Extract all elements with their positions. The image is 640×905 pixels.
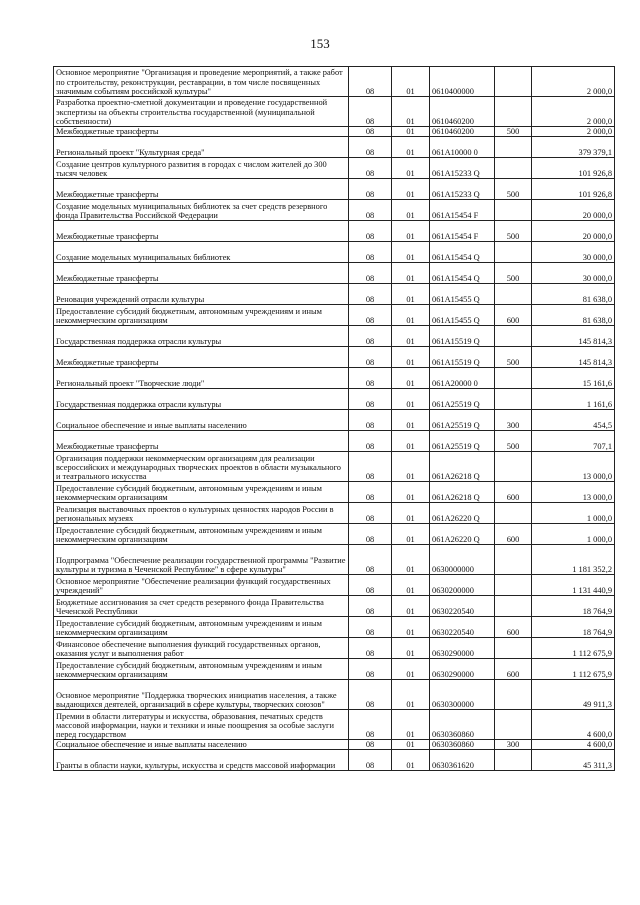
- row-expense-type-cell: [495, 638, 532, 659]
- row-subsection-cell: 01: [392, 545, 430, 575]
- row-name-cell: Организация поддержки некоммерческим организациям для реализации всероссийских и международных творческих проектов в области музыкального и театрального искусства: [54, 452, 349, 482]
- row-section-cell: 08: [349, 221, 392, 242]
- row-target-code-cell: 061A15233 Q: [430, 158, 495, 179]
- row-target-code-cell: 061A15233 Q: [430, 179, 495, 200]
- row-target-code-cell: 061A15454 Q: [430, 242, 495, 263]
- row-section-cell: 08: [349, 740, 392, 750]
- row-subsection-cell: 01: [392, 740, 430, 750]
- table-row: [54, 575, 615, 596]
- row-target-code-cell: 0630000000: [430, 545, 495, 575]
- table-row: [54, 482, 615, 503]
- table-row: [54, 284, 615, 305]
- row-amount-cell: 2 000,0: [532, 67, 615, 97]
- row-expense-type-cell: [495, 710, 532, 740]
- row-subsection-cell: 01: [392, 179, 430, 200]
- row-target-code-cell: 061A15454 Q: [430, 263, 495, 284]
- row-section-cell: 08: [349, 242, 392, 263]
- row-expense-type-cell: [495, 750, 532, 771]
- row-amount-cell: 707,1: [532, 431, 615, 452]
- row-subsection-cell: 01: [392, 326, 430, 347]
- table-row: [54, 659, 615, 680]
- row-expense-type-cell: [495, 575, 532, 596]
- row-amount-cell: 1 000,0: [532, 524, 615, 545]
- row-amount-cell: 1 000,0: [532, 503, 615, 524]
- row-name-cell: Региональный проект "Творческие люди": [54, 368, 349, 389]
- row-section-cell: 08: [349, 179, 392, 200]
- row-expense-type-cell: 600: [495, 659, 532, 680]
- row-target-code-cell: 061A10000 0: [430, 137, 495, 158]
- row-name-cell: Создание модельных муниципальных библиотек за счет средств резервного фонда Правительства Российской Федерации: [54, 200, 349, 221]
- row-expense-type-cell: 500: [495, 221, 532, 242]
- row-target-code-cell: 061A25519 Q: [430, 389, 495, 410]
- row-expense-type-cell: 300: [495, 740, 532, 750]
- row-name-cell: Премии в области литературы и искусства, образования, печатных средств массовой информации, науки и техники и иные поощрения за особые заслуги перед государством: [54, 710, 349, 740]
- table-row: [54, 750, 615, 771]
- row-subsection-cell: 01: [392, 137, 430, 158]
- table-row: [54, 179, 615, 200]
- row-amount-cell: 2 000,0: [532, 97, 615, 127]
- row-target-code-cell: 061A15519 Q: [430, 347, 495, 368]
- row-section-cell: 08: [349, 452, 392, 482]
- row-subsection-cell: 01: [392, 263, 430, 284]
- row-subsection-cell: 01: [392, 452, 430, 482]
- row-section-cell: 08: [349, 524, 392, 545]
- row-section-cell: 08: [349, 389, 392, 410]
- table-row: [54, 638, 615, 659]
- row-section-cell: 08: [349, 263, 392, 284]
- row-subsection-cell: 01: [392, 410, 430, 431]
- row-amount-cell: 1 131 440,9: [532, 575, 615, 596]
- row-amount-cell: 2 000,0: [532, 127, 615, 137]
- row-expense-type-cell: 300: [495, 410, 532, 431]
- table-row: [54, 221, 615, 242]
- row-section-cell: 08: [349, 284, 392, 305]
- row-section-cell: 08: [349, 158, 392, 179]
- row-expense-type-cell: 600: [495, 617, 532, 638]
- row-subsection-cell: 01: [392, 67, 430, 97]
- row-name-cell: Предоставление субсидий бюджетным, автономным учреждениям и иным некоммерческим организациям: [54, 305, 349, 326]
- row-amount-cell: 145 814,3: [532, 326, 615, 347]
- row-amount-cell: 30 000,0: [532, 263, 615, 284]
- row-section-cell: 08: [349, 305, 392, 326]
- row-target-code-cell: 0630360860: [430, 740, 495, 750]
- row-name-cell: Основное мероприятие "Обеспечение реализации функций государственных учреждений": [54, 575, 349, 596]
- row-section-cell: 08: [349, 617, 392, 638]
- row-name-cell: Реновация учреждений отрасли культуры: [54, 284, 349, 305]
- row-target-code-cell: 0630220540: [430, 617, 495, 638]
- row-expense-type-cell: 600: [495, 524, 532, 545]
- row-name-cell: Межбюджетные трансферты: [54, 221, 349, 242]
- table-row: [54, 97, 615, 127]
- row-name-cell: Межбюджетные трансферты: [54, 127, 349, 137]
- row-section-cell: 08: [349, 545, 392, 575]
- row-subsection-cell: 01: [392, 575, 430, 596]
- row-section-cell: 08: [349, 368, 392, 389]
- row-name-cell: Основное мероприятие "Организация и проведение мероприятий, а также работ по строительству, реконструкции, реставрации, в том числе посвященных значимым событиям российской культуры": [54, 67, 349, 97]
- row-section-cell: 08: [349, 680, 392, 710]
- row-amount-cell: 101 926,8: [532, 179, 615, 200]
- row-subsection-cell: 01: [392, 431, 430, 452]
- row-subsection-cell: 01: [392, 242, 430, 263]
- table-row: [54, 710, 615, 740]
- row-target-code-cell: 0610460200: [430, 127, 495, 137]
- row-target-code-cell: 061A26220 Q: [430, 503, 495, 524]
- row-subsection-cell: 01: [392, 638, 430, 659]
- row-name-cell: Создание центров культурного развития в городах с числом жителей до 300 тысяч человек: [54, 158, 349, 179]
- row-amount-cell: 1 181 352,2: [532, 545, 615, 575]
- table-row: [54, 503, 615, 524]
- row-name-cell: Предоставление субсидий бюджетным, автономным учреждениям и иным некоммерческим организациям: [54, 482, 349, 503]
- table-row: [54, 305, 615, 326]
- row-amount-cell: 18 764,9: [532, 596, 615, 617]
- row-target-code-cell: 0630300000: [430, 680, 495, 710]
- row-expense-type-cell: 500: [495, 263, 532, 284]
- row-subsection-cell: 01: [392, 127, 430, 137]
- page-number: 153: [310, 36, 330, 51]
- row-subsection-cell: 01: [392, 368, 430, 389]
- row-amount-cell: 13 000,0: [532, 452, 615, 482]
- row-amount-cell: 45 311,3: [532, 750, 615, 771]
- row-name-cell: Предоставление субсидий бюджетным, автономным учреждениям и иным некоммерческим организациям: [54, 659, 349, 680]
- row-section-cell: 08: [349, 575, 392, 596]
- row-expense-type-cell: 500: [495, 127, 532, 137]
- row-target-code-cell: 061A15454 F: [430, 221, 495, 242]
- row-subsection-cell: 01: [392, 710, 430, 740]
- row-section-cell: 08: [349, 659, 392, 680]
- row-amount-cell: 4 600,0: [532, 710, 615, 740]
- row-amount-cell: 30 000,0: [532, 242, 615, 263]
- row-amount-cell: 454,5: [532, 410, 615, 431]
- row-subsection-cell: 01: [392, 284, 430, 305]
- table-row: [54, 680, 615, 710]
- row-amount-cell: 20 000,0: [532, 221, 615, 242]
- table-row: [54, 452, 615, 482]
- row-amount-cell: 20 000,0: [532, 200, 615, 221]
- row-subsection-cell: 01: [392, 503, 430, 524]
- row-name-cell: Создание модельных муниципальных библиотек: [54, 242, 349, 263]
- row-subsection-cell: 01: [392, 680, 430, 710]
- row-section-cell: 08: [349, 67, 392, 97]
- table-row: [54, 389, 615, 410]
- row-section-cell: 08: [349, 431, 392, 452]
- row-name-cell: Межбюджетные трансферты: [54, 263, 349, 284]
- row-name-cell: Предоставление субсидий бюджетным, автономным учреждениям и иным некоммерческим организациям: [54, 617, 349, 638]
- row-section-cell: 08: [349, 347, 392, 368]
- table-row: [54, 410, 615, 431]
- row-amount-cell: 145 814,3: [532, 347, 615, 368]
- row-subsection-cell: 01: [392, 347, 430, 368]
- row-target-code-cell: 061A15455 Q: [430, 305, 495, 326]
- row-expense-type-cell: [495, 200, 532, 221]
- row-name-cell: Реализация выставочных проектов о культурных ценностях народов России в региональных музеях: [54, 503, 349, 524]
- row-amount-cell: 1 112 675,9: [532, 659, 615, 680]
- row-expense-type-cell: [495, 284, 532, 305]
- row-amount-cell: 13 000,0: [532, 482, 615, 503]
- row-target-code-cell: 061A20000 0: [430, 368, 495, 389]
- row-section-cell: 08: [349, 503, 392, 524]
- row-expense-type-cell: [495, 326, 532, 347]
- row-expense-type-cell: [495, 452, 532, 482]
- row-name-cell: Предоставление субсидий бюджетным, автономным учреждениям и иным некоммерческим организациям: [54, 524, 349, 545]
- row-subsection-cell: 01: [392, 158, 430, 179]
- row-expense-type-cell: [495, 596, 532, 617]
- row-subsection-cell: 01: [392, 200, 430, 221]
- row-expense-type-cell: [495, 503, 532, 524]
- row-subsection-cell: 01: [392, 305, 430, 326]
- budget-table-body: [54, 67, 615, 771]
- row-name-cell: Межбюджетные трансферты: [54, 179, 349, 200]
- table-row: [54, 242, 615, 263]
- row-name-cell: Государственная поддержка отрасли культуры: [54, 326, 349, 347]
- row-target-code-cell: 061A26218 Q: [430, 482, 495, 503]
- row-amount-cell: 379 379,1: [532, 137, 615, 158]
- row-subsection-cell: 01: [392, 596, 430, 617]
- row-section-cell: 08: [349, 127, 392, 137]
- row-section-cell: 08: [349, 710, 392, 740]
- row-amount-cell: 101 926,8: [532, 158, 615, 179]
- row-expense-type-cell: [495, 137, 532, 158]
- row-expense-type-cell: 500: [495, 347, 532, 368]
- table-row: [54, 326, 615, 347]
- row-expense-type-cell: 600: [495, 305, 532, 326]
- row-name-cell: Финансовое обеспечение выполнения функций государственных органов, оказания услуг и выполнения работ: [54, 638, 349, 659]
- row-name-cell: Подпрограмма "Обеспечение реализации государственной программы "Развитие культуры и туризма в Чеченской Республике" в сфере культуры": [54, 545, 349, 575]
- row-expense-type-cell: 500: [495, 431, 532, 452]
- table-row: [54, 617, 615, 638]
- row-target-code-cell: 0610460200: [430, 97, 495, 127]
- table-row: [54, 200, 615, 221]
- row-section-cell: 08: [349, 326, 392, 347]
- row-amount-cell: 1 112 675,9: [532, 638, 615, 659]
- row-subsection-cell: 01: [392, 389, 430, 410]
- row-target-code-cell: 0630290000: [430, 638, 495, 659]
- row-amount-cell: 81 638,0: [532, 284, 615, 305]
- row-target-code-cell: 061A26220 Q: [430, 524, 495, 545]
- row-name-cell: Гранты в области науки, культуры, искусства и средств массовой информации: [54, 750, 349, 771]
- row-subsection-cell: 01: [392, 524, 430, 545]
- table-row: [54, 263, 615, 284]
- row-expense-type-cell: 500: [495, 179, 532, 200]
- row-target-code-cell: 0630200000: [430, 575, 495, 596]
- row-target-code-cell: 061A25519 Q: [430, 410, 495, 431]
- row-target-code-cell: 0630360860: [430, 710, 495, 740]
- row-name-cell: Основное мероприятие "Поддержка творческих инициатив населения, а также выдающихся деятелей, организаций в сфере культуры, творческих союзов": [54, 680, 349, 710]
- row-expense-type-cell: 600: [495, 482, 532, 503]
- row-section-cell: 08: [349, 97, 392, 127]
- row-subsection-cell: 01: [392, 97, 430, 127]
- row-amount-cell: 49 911,3: [532, 680, 615, 710]
- row-name-cell: Бюджетные ассигнования за счет средств резервного фонда Правительства Чеченской Республики: [54, 596, 349, 617]
- table-row: [54, 596, 615, 617]
- table-row: [54, 368, 615, 389]
- row-name-cell: Разработка проектно-сметной документации и проведение государственной экспертизы на объекты строительства государственной (муниципальной собственности): [54, 97, 349, 127]
- row-amount-cell: 81 638,0: [532, 305, 615, 326]
- row-target-code-cell: 061A26218 Q: [430, 452, 495, 482]
- table-row: [54, 158, 615, 179]
- row-target-code-cell: 061A15519 Q: [430, 326, 495, 347]
- row-expense-type-cell: [495, 242, 532, 263]
- row-section-cell: 08: [349, 482, 392, 503]
- row-target-code-cell: 061A15455 Q: [430, 284, 495, 305]
- row-target-code-cell: 061A25519 Q: [430, 431, 495, 452]
- row-subsection-cell: 01: [392, 482, 430, 503]
- row-target-code-cell: 0610400000: [430, 67, 495, 97]
- row-name-cell: Государственная поддержка отрасли культуры: [54, 389, 349, 410]
- row-subsection-cell: 01: [392, 750, 430, 771]
- row-target-code-cell: 0630220540: [430, 596, 495, 617]
- row-section-cell: 08: [349, 410, 392, 431]
- table-row: [54, 127, 615, 137]
- row-name-cell: Региональный проект "Культурная среда": [54, 137, 349, 158]
- row-expense-type-cell: [495, 368, 532, 389]
- row-expense-type-cell: [495, 389, 532, 410]
- row-target-code-cell: 0630290000: [430, 659, 495, 680]
- row-name-cell: Социальное обеспечение и иные выплаты населению: [54, 740, 349, 750]
- row-section-cell: 08: [349, 750, 392, 771]
- table-row: [54, 545, 615, 575]
- table-row: [54, 67, 615, 97]
- row-expense-type-cell: [495, 545, 532, 575]
- row-expense-type-cell: [495, 97, 532, 127]
- row-amount-cell: 18 764,9: [532, 617, 615, 638]
- table-row: [54, 431, 615, 452]
- table-row: [54, 524, 615, 545]
- row-target-code-cell: 0630361620: [430, 750, 495, 771]
- row-section-cell: 08: [349, 200, 392, 221]
- row-name-cell: Межбюджетные трансферты: [54, 347, 349, 368]
- table-row: [54, 137, 615, 158]
- budget-table: [53, 66, 615, 771]
- row-subsection-cell: 01: [392, 617, 430, 638]
- row-section-cell: 08: [349, 137, 392, 158]
- row-amount-cell: 15 161,6: [532, 368, 615, 389]
- row-amount-cell: 1 161,6: [532, 389, 615, 410]
- row-section-cell: 08: [349, 638, 392, 659]
- row-subsection-cell: 01: [392, 221, 430, 242]
- table-row: [54, 347, 615, 368]
- row-expense-type-cell: [495, 680, 532, 710]
- row-section-cell: 08: [349, 596, 392, 617]
- table-row: [54, 740, 615, 750]
- row-name-cell: Социальное обеспечение и иные выплаты населению: [54, 410, 349, 431]
- row-target-code-cell: 061A15454 F: [430, 200, 495, 221]
- row-amount-cell: 4 600,0: [532, 740, 615, 750]
- row-name-cell: Межбюджетные трансферты: [54, 431, 349, 452]
- row-expense-type-cell: [495, 158, 532, 179]
- row-subsection-cell: 01: [392, 659, 430, 680]
- row-expense-type-cell: [495, 67, 532, 97]
